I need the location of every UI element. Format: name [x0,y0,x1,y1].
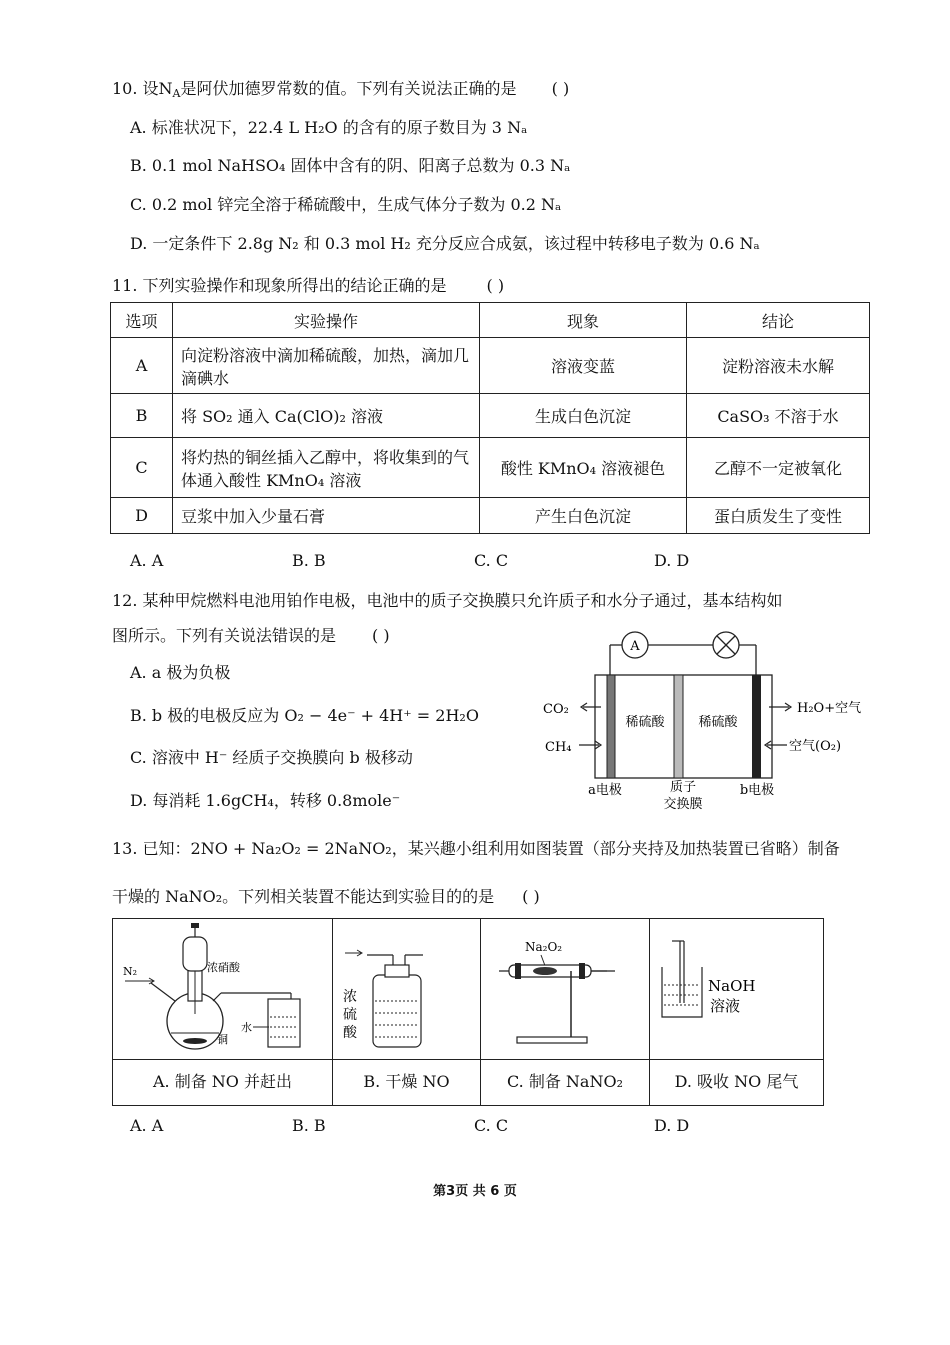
table-cell: 淀粉溶液未水解 [687,338,870,394]
q12-option-b: B. b 极的电极反应为 O₂ − 4e⁻ + 4H⁺ = 2H₂O [130,706,479,725]
a-electrode-label: a电极 [588,783,622,798]
table-cell: 将灼热的铜丝插入乙醇中，将收集到的气体通入酸性 KMnO₄ 溶液 [173,438,480,498]
table-cell: 生成白色沉淀 [480,394,687,438]
b-electrode [752,675,761,778]
q12-option-d: D. 每消耗 1.6gCH₄，转移 0.8mole⁻ [130,791,401,810]
q13-choice-b: B. B [292,1116,326,1135]
caption-c: C. 制备 NaNO₂ [506,1072,623,1091]
svg-text:溶液: 溶液 [710,997,741,1015]
table-cell: CaSO₃ 不溶于水 [687,394,870,438]
q12-stem-line1: 12. 某种甲烷燃料电池用铂作电极，电池中的质子交换膜只允许质子和水分子通过，基本结构如 [112,591,783,610]
table-row [111,438,870,498]
svg-text:酸: 酸 [343,1025,357,1041]
table-cell: 溶液变蓝 [480,338,687,394]
apparatus-cell-a [113,919,333,1105]
air-o2-label: 空气(O₂) [789,739,842,754]
svg-text:铜: 铜 [217,1033,228,1046]
svg-text:浓: 浓 [343,989,357,1005]
svg-text:浓硝酸: 浓硝酸 [207,961,240,974]
ammeter-label: A [630,639,640,654]
svg-text:N₂: N₂ [123,965,138,978]
table-header: 实验操作 [173,303,480,338]
q11-table [110,302,870,534]
svg-text:Na₂O₂: Na₂O₂ [525,940,563,954]
fuel-cell-diagram [535,625,880,815]
proton-exchange-membrane [674,675,683,778]
q13-apparatus-table [112,918,824,1106]
q10-option-d: D. 一定条件下 2.8g N₂ 和 0.3 mol H₂ 充分反应合成氨，该过程中转移电子数为 0.6 Nₐ [130,234,760,253]
q11-stem: 11. 下列实验操作和现象所得出的结论正确的是 ( ) [112,276,505,295]
q13-choice-c: C. C [474,1116,509,1135]
svg-text:硫: 硫 [343,1007,357,1023]
membrane-label-2: 交换膜 [663,797,703,812]
q13-choice-d: D. D [654,1116,690,1135]
caption-a: A. 制备 NO 并赶出 [152,1072,293,1091]
q11-choice-a: A. A [130,551,164,570]
table-cell: 豆浆中加入少量石膏 [173,498,480,534]
q10-stem: 10. 设$N_A$是阿伏加德罗常数的值。下列有关说法正确的是 ( ) [112,79,570,100]
apparatus-cell-d [650,919,823,1105]
table-header: 结论 [687,303,870,338]
table-cell: 产生白色沉淀 [480,498,687,534]
tube-on-stand-icon [481,919,648,1057]
membrane-label-1: 质子 [669,780,697,795]
svg-text:水: 水 [241,1021,252,1034]
page-footer: 第3页 共 6 页 [433,1184,517,1199]
apparatus-cell-b [333,919,481,1105]
table-cell: D [111,498,173,534]
table-cell: C [111,438,173,498]
ch4-label: CH₄ [545,740,572,755]
q12-stem-line2: 图所示。下列有关说法错误的是 ( ) [112,626,390,645]
q13-choice-a: A. A [130,1116,164,1135]
table-row [111,338,870,394]
table-cell: 将 SO₂ 通入 Ca(ClO)₂ 溶液 [173,394,480,438]
table-cell: 酸性 KMnO₄ 溶液褪色 [480,438,687,498]
h2o-air-label: H₂O+空气 [797,701,862,716]
table-cell: A [111,338,173,394]
table-row [111,498,870,534]
q11-choice-b: B. B [292,551,326,570]
q12-option-c: C. 溶液中 H⁻ 经质子交换膜向 b 极移动 [130,748,413,767]
gas-washing-bottle-icon [333,919,479,1057]
table-cell: 向淀粉溶液中滴加稀硫酸，加热，滴加几滴碘水 [173,338,480,394]
q13-stem-line1: 13. 已知：2NO + Na₂O₂ = 2NaNO₂，某兴趣小组利用如图装置（部分夹持及加热装置已省略）制备 [112,839,840,858]
table-cell: 乙醇不一定被氧化 [687,438,870,498]
table-header: 现象 [480,303,687,338]
q12-option-a: A. a 极为负极 [130,663,231,682]
left-acid-label: 稀硫酸 [625,715,665,730]
q11-choice-c: C. C [474,551,509,570]
table-header-row [111,303,870,338]
co2-label: CO₂ [543,702,569,717]
b-electrode-label: b电极 [739,783,775,798]
caption-d: D. 吸收 NO 尾气 [674,1072,799,1091]
table-header: 选项 [111,303,173,338]
table-row [111,394,870,438]
q10-option-b: B. 0.1 mol NaHSO₄ 固体中含有的阴、阳离子总数为 0.3 Nₐ [130,156,571,175]
q11-choice-d: D. D [654,551,690,570]
table-cell: 蛋白质发生了变性 [687,498,870,534]
q10-option-a: A. 标准状况下，22.4 L H₂O 的含有的原子数目为 3 Nₐ [130,118,528,137]
caption-b: B. 干燥 NO [363,1072,450,1091]
beaker-icon [650,919,821,1057]
flask-apparatus-icon [113,919,331,1057]
right-acid-label: 稀硫酸 [698,715,738,730]
apparatus-cell-c [481,919,650,1105]
q13-stem-line2: 干燥的 NaNO₂。下列相关装置不能达到实验目的的是 ( ) [112,887,540,906]
q10-option-c: C. 0.2 mol 锌完全溶于稀硫酸中，生成气体分子数为 0.2 Nₐ [130,195,562,214]
a-electrode [607,675,615,778]
table-cell: B [111,394,173,438]
svg-text:NaOH: NaOH [708,977,756,995]
